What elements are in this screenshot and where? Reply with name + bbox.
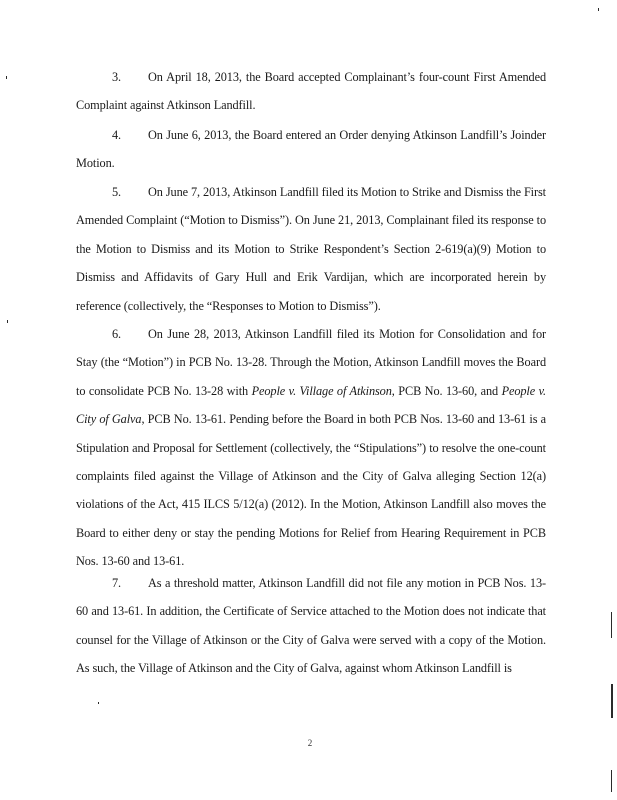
scan-artifact-mark [7, 320, 8, 323]
scan-artifact-mark [598, 8, 599, 11]
scan-artifact-mark [611, 612, 612, 638]
paragraph-6 [76, 320, 546, 576]
scan-artifact-mark [611, 770, 612, 792]
paragraph-number: 7. [112, 576, 122, 590]
paragraph-number: 5. [112, 185, 122, 199]
paragraph-number: 4. [112, 128, 122, 142]
paragraph-4 [76, 121, 546, 178]
scan-artifact-mark [611, 684, 613, 718]
paragraph-number: 6. [112, 327, 122, 341]
paragraph-text-segment: , PCB No. 13-60, and [391, 383, 502, 398]
paragraph-text: On June 6, 2013, the Board entered an Order denying Atkinson Landfill’s Joinder Motion. [76, 128, 546, 171]
scan-artifact-mark [6, 76, 7, 79]
scan-artifact-mark [98, 702, 99, 704]
case-citation-galva: People v. City of Galva [76, 383, 547, 427]
paragraph-text: As a threshold matter, Atkinson Landfill did not file any motion in PCB Nos. 13-60 and 13-61. In addition, the Certificate of Service attached to the Motion does not indicate that counsel for the Village of Atkinson or the City of Galva were served with a copy of the Motion. As such, the Village of Atkinson and the City of Galva, against whom Atkinson Landfill is [76, 576, 546, 676]
page-number: 2 [307, 738, 313, 748]
paragraph-text-segment: , PCB No. 13-61. Pending before the Board in both PCB Nos. 13-60 and 13-61 is a Stipulation and Proposal for Settlement (collectively, the “Stipulations”) to resolve the one-count complaints filed against the Village of Atkinson and the City of Galva alleging Section 12(a) violations of the Act, 415 ILCS 5/12(a) (2012). In the Motion, Atkinson Landfill also moves the Board to either deny or stay the pending Motions for Relief from Hearing Requirement in PCB Nos. 13-60 and 13-61. [76, 412, 546, 569]
paragraph-text: On June 7, 2013, Atkinson Landfill filed its Motion to Strike and Dismiss the First Amended Complaint (“Motion to Dismiss”). On June 21, 2013, Complainant filed its response to the Motion to Dismiss and its Motion to Strike Respondent’s Section 2-619(a)(9) Motion to Dismiss and Affidavits of Gary Hull and Erik Vardijan, which are incorporated herein by reference (collectively, the “Responses to Motion to Dismiss”). [76, 185, 546, 313]
paragraph-number: 3. [112, 70, 122, 84]
paragraph-5 [76, 178, 546, 320]
paragraph-text-segment: On June 28, 2013, Atkinson Landfill filed its Motion for Consolidation and for Stay (the “Motion”) in PCB No. 13-28. Through the Motion, Atkinson Landfill moves the Board to consolidate PCB No. 13-28 with [76, 327, 546, 398]
case-citation-atkinson: People v. Village of Atkinson [251, 383, 392, 398]
paragraph-7 [76, 569, 546, 683]
paragraph-text: On April 18, 2013, the Board accepted Complainant’s four-count First Amended Complaint against Atkinson Landfill. [76, 70, 546, 113]
paragraph-3 [76, 63, 546, 120]
